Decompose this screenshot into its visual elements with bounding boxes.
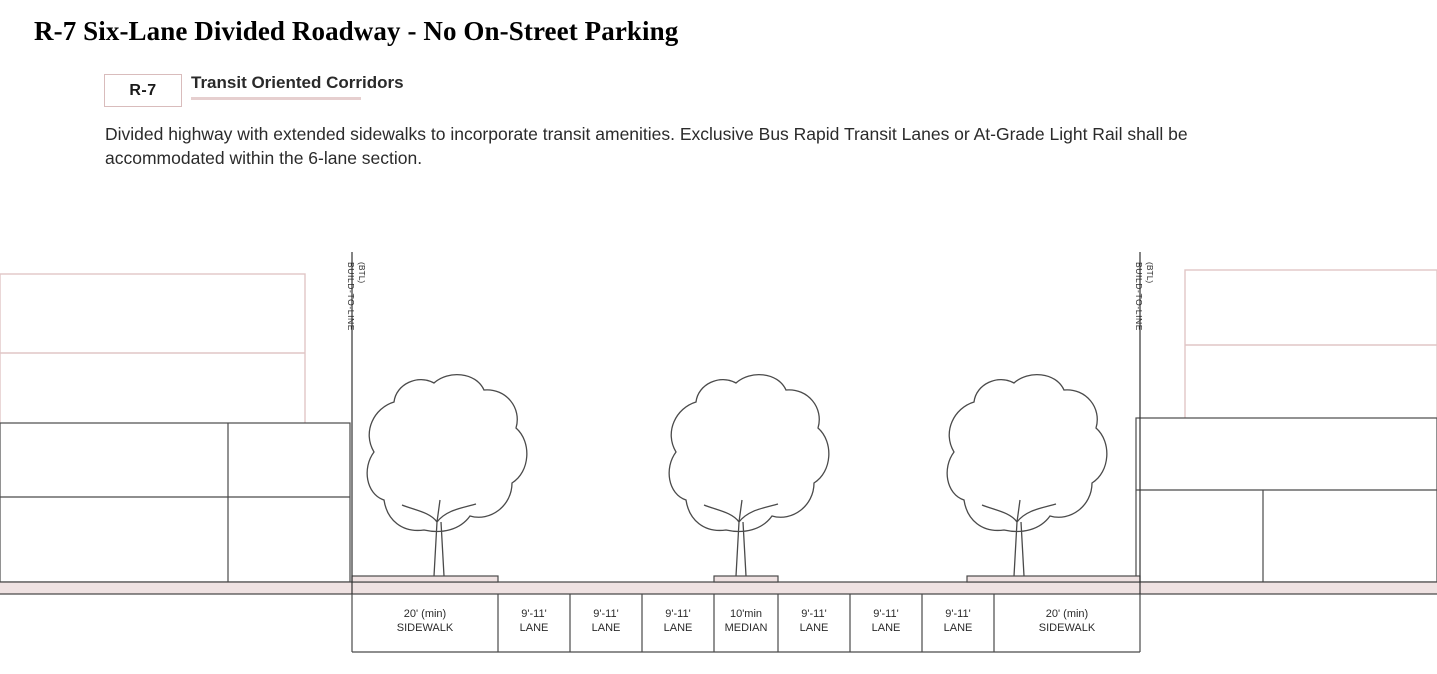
dimension-name-8: SIDEWALK xyxy=(1038,622,1096,634)
tree-trunk xyxy=(402,500,476,576)
dimension-name-6: LANE xyxy=(871,622,901,634)
right-sidewalk-curb xyxy=(967,576,1140,582)
dimension-size-4: 10'min xyxy=(729,608,763,620)
right-building-lower xyxy=(1136,418,1437,582)
dimension-name-2: LANE xyxy=(591,622,621,634)
dimension-size-8: 20' (min) xyxy=(1045,608,1089,620)
build-to-line-left-label-1: BUILD-TO-LINE xyxy=(346,262,356,332)
left-sidewalk-curb xyxy=(352,576,498,582)
median-curb xyxy=(714,576,778,582)
corridor-heading: Transit Oriented Corridors xyxy=(191,73,404,92)
tree-canopy xyxy=(669,375,829,532)
dimension-name-3: LANE xyxy=(663,622,693,634)
dimension-size-7: 9'-11' xyxy=(945,608,971,620)
dimension-name-5: LANE xyxy=(799,622,829,634)
street-surface xyxy=(0,582,1437,594)
tree-canopy xyxy=(367,375,527,532)
build-to-line-right-label-2: (BTL) xyxy=(1145,262,1155,284)
dimension-name-1: LANE xyxy=(519,622,549,634)
dimension-size-1: 9'-11' xyxy=(521,608,547,620)
street-tree xyxy=(367,375,527,576)
street-tree xyxy=(669,375,829,576)
dimension-size-6: 9'-11' xyxy=(873,608,899,620)
dimension-size-2: 9'-11' xyxy=(593,608,619,620)
corridor-heading-underline xyxy=(191,97,361,100)
build-to-line-left-label-2: (BTL) xyxy=(357,262,367,284)
left-building-lower xyxy=(0,423,350,582)
code-badge-label: R-7 xyxy=(129,81,157,99)
dimension-size-5: 9'-11' xyxy=(801,608,827,620)
tree-trunk xyxy=(982,500,1056,576)
dimension-size-0: 20' (min) xyxy=(403,608,447,620)
code-badge xyxy=(104,74,182,107)
build-to-line-right-label-1: BUILD-TO-LINE xyxy=(1134,262,1144,332)
dimension-size-3: 9'-11' xyxy=(665,608,691,620)
street-section-diagram xyxy=(0,200,1437,674)
tree-trunk xyxy=(704,500,778,576)
dimension-name-0: SIDEWALK xyxy=(396,622,454,634)
street-tree xyxy=(947,375,1107,576)
description-text: Divided highway with extended sidewalks to incorporate transit amenities. Exclusive Bus Rapid Transit Lanes or At-Grade Light Rail shall be accommodated within the 6-lane section. xyxy=(105,124,1188,168)
tree-canopy xyxy=(947,375,1107,532)
page-title: R-7 Six-Lane Divided Roadway - No On-Street Parking xyxy=(34,16,679,46)
dimension-name-7: LANE xyxy=(943,622,973,634)
dimension-name-4: MEDIAN xyxy=(724,622,768,634)
